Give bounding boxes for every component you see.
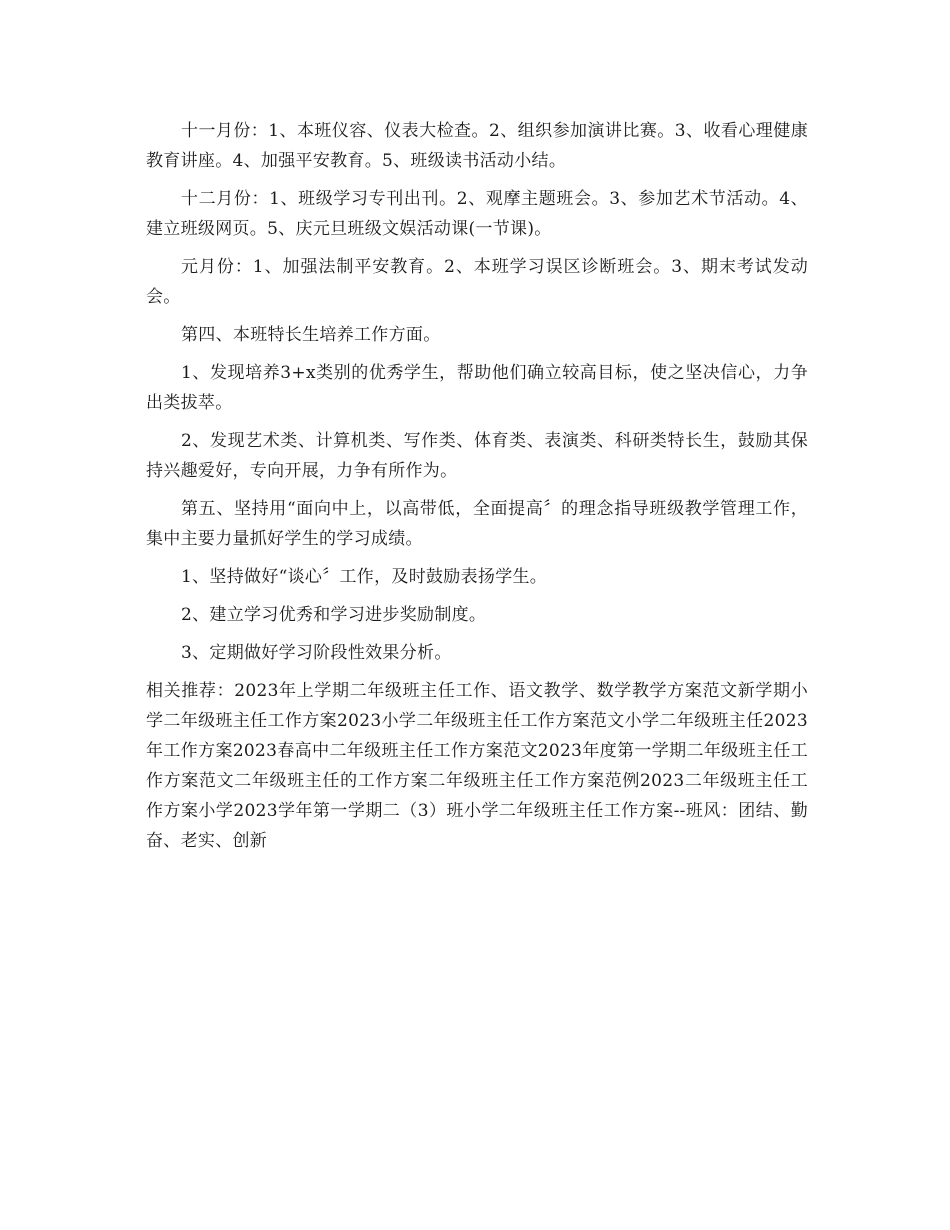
paragraph-item-2: 2、发现艺术类、计算机类、写作类、体育类、表演类、科研类特长生，鼓励其保持兴趣爱好，专向开展，力争有所作为。	[146, 431, 808, 481]
paragraph-november: 十一月份：1、本班仪容、仪表大检查。2、组织参加演讲比赛。3、收看心理健康教育讲座。4、加强平安教育。5、班级读书活动小结。	[146, 121, 808, 171]
section-heading-five: 第五、坚持用“面向中上，以高带低，全面提高〞的理念指导班级教学管理工作，集中主要力量抓好学生的学习成绩。	[146, 499, 808, 549]
paragraph-january: 元月份：1、加强法制平安教育。2、本班学习误区诊断班会。3、期末考试发动会。	[146, 257, 808, 307]
paragraph-item-reward: 2、建立学习优秀和学习进步奖励制度。	[181, 605, 487, 625]
paragraph-item-1: 1、发现培养3+x类别的优秀学生，帮助他们确立较高目标，使之坚决信心，力争出类拔萃。	[146, 363, 808, 413]
paragraph-december: 十二月份：1、班级学习专刊出刊。2、观摩主题班会。3、参加艺术节活动。4、建立班级网页。5、庆元旦班级文娱活动课(一节课)。	[146, 189, 808, 239]
related-recommendations: 相关推荐：2023年上学期二年级班主任工作、语文教学、数学教学方案范文新学期小学二年级班主任工作方案2023小学二年级班主任工作方案范文小学二年级班主任2023年工作方案2023春高中二年级班主任工作方案范文2023年度第一学期二年级班主任工作方案范文二年级班主任的工作方案二年级班主任工作方案范例2023二年级班主任工作方案小学2023学年第一学期二（3）班小学二年级班主任工作方案--班风：团结、勤奋、老实、创新	[146, 681, 808, 851]
paragraph-item-talk: 1、坚持做好“谈心〞工作，及时鼓励表扬学生。	[181, 567, 548, 587]
paragraph-item-analysis: 3、定期做好学习阶段性效果分析。	[181, 643, 452, 663]
section-heading-four: 第四、本班特长生培养工作方面。	[181, 325, 441, 345]
document-body	[146, 116, 808, 856]
